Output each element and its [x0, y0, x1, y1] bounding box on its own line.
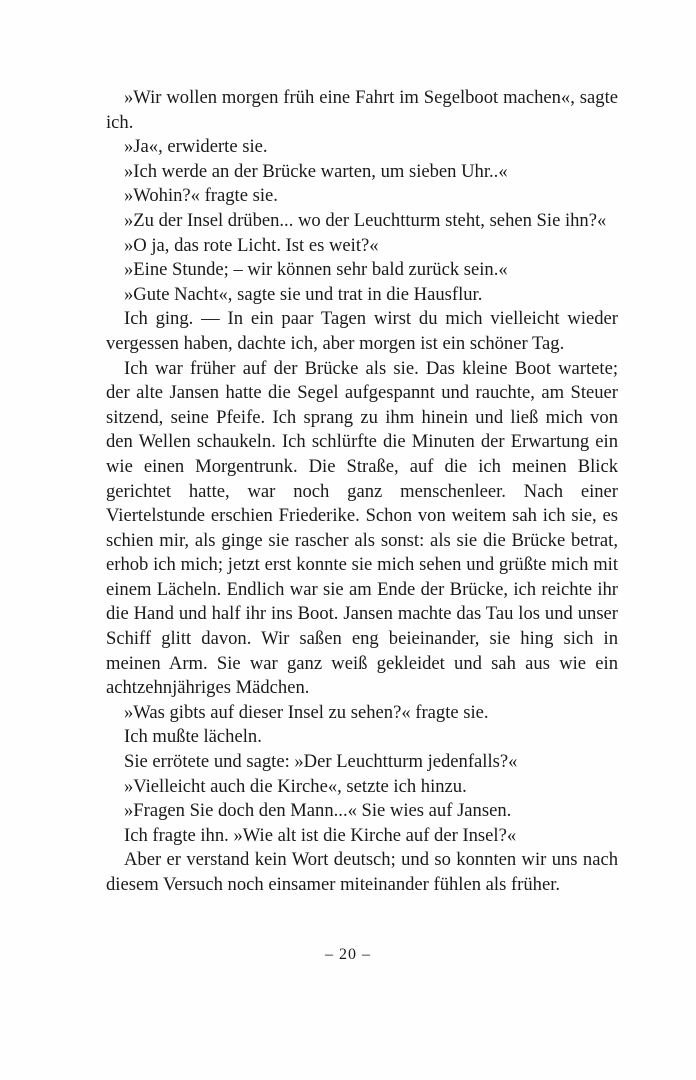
- paragraph: Ich ging. –– In ein paar Tagen wirst du mich vielleicht wieder vergessen haben, dachte ich, aber morgen ist ein schöner Tag.: [106, 308, 618, 354]
- paragraph: »Gute Nacht«, sagte sie und trat in die Hausflur.: [124, 283, 483, 305]
- paragraph: Ich fragte ihn. »Wie alt ist die Kirche auf der Insel?«: [124, 824, 517, 846]
- paragraph: »Zu der Insel drüben... wo der Leuchtturm steht, sehen Sie ihn?«: [124, 209, 607, 231]
- paragraph: Ich war früher auf der Brücke als sie. Das kleine Boot wartete; der alte Jansen hatte die Segel aufgespannt und rauchte, am Steuer sitzend, seine Pfeife. Ich sprang zu ihm hinein und ließ mich von den Wellen schaukeln. Ich schlürfte die Minuten der Erwartung ein wie einen Morgentrunk. Die Straße, auf die ich meinen Blick gerichtet hatte, war noch ganz menschenleer. Nach einer Viertelstunde erschien Friederike. Schon von weitem sah ich sie, es schien mir, als ginge sie rascher als sonst: als sie die Brücke betrat, erhob ich mich; jetzt erst konnte sie mich sehen und grüßte mich mit einem Lächeln. Endlich war sie am Ende der Brücke, ich reichte ihr die Hand und half ihr ins Boot. Jansen machte das Tau los und unser Schiff glitt davon. Wir saßen eng beieinander, sie hing sich in meinen Arm. Sie war ganz weiß gekleidet und sah aus wie ein achtzehnjähriges Mädchen.: [106, 357, 618, 699]
- paragraph: »Ich werde an der Brücke warten, um sieben Uhr..«: [124, 160, 508, 182]
- paragraph: Sie errötete und sagte: »Der Leuchtturm jedenfalls?«: [124, 751, 518, 773]
- paragraph: »Eine Stunde; – wir können sehr bald zurück sein.«: [124, 259, 508, 281]
- paragraph: »Was gibts auf dieser Insel zu sehen?« fragte sie.: [124, 701, 489, 723]
- paragraph: »Wohin?« fragte sie.: [124, 185, 278, 207]
- paragraph: Aber er verstand kein Wort deutsch; und so konnten wir uns nach diesem Versuch noch einsamer miteinander fühlen als früher.: [106, 849, 618, 895]
- paragraph: Ich mußte lächeln.: [124, 726, 262, 748]
- page-number: – 20 –: [325, 946, 371, 963]
- paragraph: »O ja, das rote Licht. Ist es weit?«: [124, 234, 379, 256]
- body-text: [106, 86, 618, 898]
- paragraph: »Fragen Sie doch den Mann...« Sie wies auf Jansen.: [124, 800, 512, 822]
- paragraph: »Ja«, erwiderte sie.: [124, 136, 268, 158]
- paragraph: »Wir wollen morgen früh eine Fahrt im Segelboot machen«, sagte ich.: [106, 87, 618, 133]
- paragraph: »Vielleicht auch die Kirche«, setzte ich hinzu.: [124, 775, 467, 797]
